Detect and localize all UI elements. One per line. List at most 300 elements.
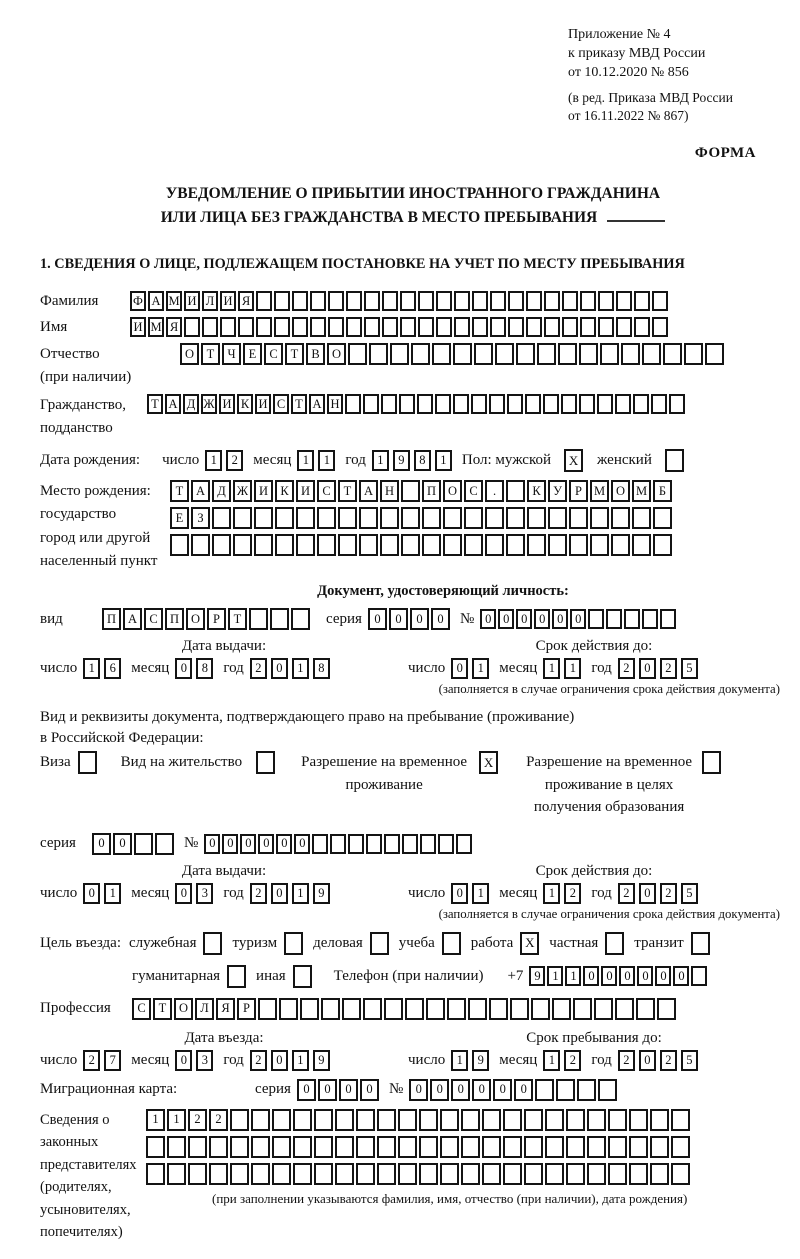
char-cell[interactable]	[310, 291, 326, 311]
char-cell[interactable]	[489, 394, 505, 414]
char-cell[interactable]	[573, 998, 592, 1020]
char-cell[interactable]: Б	[653, 480, 672, 502]
char-cell[interactable]	[650, 1136, 669, 1158]
char-cell[interactable]: И	[296, 480, 315, 502]
char-cell[interactable]	[471, 394, 487, 414]
char-cell[interactable]: К	[527, 480, 546, 502]
char-cell[interactable]	[400, 291, 416, 311]
char-cell[interactable]: 0	[451, 1079, 470, 1101]
char-cell[interactable]	[577, 1079, 596, 1101]
char-cell[interactable]	[422, 534, 441, 556]
char-cell[interactable]: Т	[228, 608, 247, 630]
char-cell[interactable]	[405, 998, 424, 1020]
char-cell[interactable]	[642, 609, 658, 629]
char-cell[interactable]: 0	[431, 608, 450, 630]
purpose-option-checkbox[interactable]	[370, 932, 389, 955]
char-cell[interactable]: Н	[327, 394, 343, 414]
char-cell[interactable]	[292, 317, 308, 337]
char-cell[interactable]	[489, 998, 508, 1020]
char-cell[interactable]	[562, 317, 578, 337]
char-cell[interactable]	[398, 1109, 417, 1131]
char-cell[interactable]	[588, 609, 604, 629]
char-cell[interactable]	[579, 394, 595, 414]
char-cell[interactable]	[275, 534, 294, 556]
char-cell[interactable]: 0	[271, 883, 288, 904]
char-cell[interactable]	[636, 998, 655, 1020]
char-cell[interactable]	[230, 1163, 249, 1185]
char-cell[interactable]	[401, 534, 420, 556]
char-cell[interactable]	[653, 507, 672, 529]
char-cell[interactable]	[508, 317, 524, 337]
char-cell[interactable]	[314, 1136, 333, 1158]
char-cell[interactable]: 1	[451, 1050, 468, 1071]
char-cell[interactable]	[390, 343, 409, 365]
char-cell[interactable]	[524, 1163, 543, 1185]
char-cell[interactable]	[401, 507, 420, 529]
char-cell[interactable]	[314, 1109, 333, 1131]
char-cell[interactable]	[209, 1163, 228, 1185]
char-cell[interactable]	[366, 834, 382, 854]
char-cell[interactable]: Ч	[222, 343, 241, 365]
char-cell[interactable]	[317, 507, 336, 529]
char-cell[interactable]	[482, 1163, 501, 1185]
char-cell[interactable]	[650, 1163, 669, 1185]
char-cell[interactable]: 0	[534, 609, 550, 629]
char-cell[interactable]	[230, 1136, 249, 1158]
char-cell[interactable]	[543, 394, 559, 414]
char-cell[interactable]	[653, 534, 672, 556]
char-cell[interactable]	[249, 608, 268, 630]
char-cell[interactable]	[134, 833, 153, 855]
char-cell[interactable]: Р	[207, 608, 226, 630]
char-cell[interactable]	[616, 291, 632, 311]
char-cell[interactable]: 0	[409, 1079, 428, 1101]
char-cell[interactable]	[552, 998, 571, 1020]
char-cell[interactable]: 0	[360, 1079, 379, 1101]
char-cell[interactable]	[454, 317, 470, 337]
char-cell[interactable]: 1	[83, 658, 100, 679]
char-cell[interactable]: 0	[601, 966, 617, 986]
char-cell[interactable]	[508, 291, 524, 311]
char-cell[interactable]	[422, 507, 441, 529]
char-cell[interactable]	[482, 1136, 501, 1158]
char-cell[interactable]	[233, 507, 252, 529]
char-cell[interactable]	[545, 1163, 564, 1185]
char-cell[interactable]	[146, 1136, 165, 1158]
char-cell[interactable]	[209, 1136, 228, 1158]
char-cell[interactable]	[382, 317, 398, 337]
char-cell[interactable]: 0	[480, 609, 496, 629]
char-cell[interactable]	[384, 834, 400, 854]
char-cell[interactable]	[544, 317, 560, 337]
char-cell[interactable]	[380, 534, 399, 556]
char-cell[interactable]: 0	[637, 966, 653, 986]
char-cell[interactable]	[270, 608, 289, 630]
char-cell[interactable]	[642, 343, 661, 365]
char-cell[interactable]	[296, 507, 315, 529]
char-cell[interactable]: 2	[188, 1109, 207, 1131]
char-cell[interactable]	[545, 1136, 564, 1158]
char-cell[interactable]: У	[548, 480, 567, 502]
char-cell[interactable]	[212, 534, 231, 556]
char-cell[interactable]	[220, 317, 236, 337]
char-cell[interactable]: 0	[240, 834, 256, 854]
char-cell[interactable]	[632, 534, 651, 556]
char-cell[interactable]: С	[132, 998, 151, 1020]
char-cell[interactable]: 1	[104, 883, 121, 904]
char-cell[interactable]: С	[317, 480, 336, 502]
char-cell[interactable]	[170, 534, 189, 556]
char-cell[interactable]	[598, 317, 614, 337]
char-cell[interactable]	[401, 480, 420, 502]
char-cell[interactable]: Т	[285, 343, 304, 365]
char-cell[interactable]: С	[144, 608, 163, 630]
char-cell[interactable]	[569, 534, 588, 556]
char-cell[interactable]: Я	[238, 291, 254, 311]
char-cell[interactable]: Е	[170, 507, 189, 529]
char-cell[interactable]	[419, 1109, 438, 1131]
char-cell[interactable]: 0	[451, 658, 468, 679]
char-cell[interactable]	[524, 1136, 543, 1158]
char-cell[interactable]	[503, 1136, 522, 1158]
char-cell[interactable]	[597, 394, 613, 414]
char-cell[interactable]	[485, 507, 504, 529]
char-cell[interactable]	[660, 609, 676, 629]
char-cell[interactable]	[346, 291, 362, 311]
char-cell[interactable]	[440, 1109, 459, 1131]
char-cell[interactable]	[615, 394, 631, 414]
char-cell[interactable]: 7	[104, 1050, 121, 1071]
char-cell[interactable]	[417, 394, 433, 414]
char-cell[interactable]: 0	[175, 883, 192, 904]
char-cell[interactable]	[526, 317, 542, 337]
char-cell[interactable]	[526, 291, 542, 311]
char-cell[interactable]	[562, 291, 578, 311]
visa-checkbox[interactable]	[78, 751, 97, 774]
char-cell[interactable]	[474, 343, 493, 365]
char-cell[interactable]: 2	[618, 1050, 635, 1071]
char-cell[interactable]: Л	[195, 998, 214, 1020]
char-cell[interactable]	[272, 1136, 291, 1158]
char-cell[interactable]	[293, 1109, 312, 1131]
char-cell[interactable]: И	[220, 291, 236, 311]
char-cell[interactable]	[356, 1109, 375, 1131]
char-cell[interactable]	[356, 1163, 375, 1185]
char-cell[interactable]	[398, 1136, 417, 1158]
char-cell[interactable]	[516, 343, 535, 365]
char-cell[interactable]: 0	[83, 883, 100, 904]
char-cell[interactable]: 1	[292, 1050, 309, 1071]
char-cell[interactable]: К	[237, 394, 253, 414]
char-cell[interactable]	[453, 394, 469, 414]
char-cell[interactable]	[300, 998, 319, 1020]
char-cell[interactable]	[632, 507, 651, 529]
char-cell[interactable]	[453, 343, 472, 365]
char-cell[interactable]: Ф	[130, 291, 146, 311]
char-cell[interactable]: 0	[514, 1079, 533, 1101]
char-cell[interactable]	[167, 1163, 186, 1185]
char-cell[interactable]	[456, 834, 472, 854]
char-cell[interactable]: П	[102, 608, 121, 630]
char-cell[interactable]	[230, 1109, 249, 1131]
char-cell[interactable]: Ж	[201, 394, 217, 414]
char-cell[interactable]	[566, 1109, 585, 1131]
char-cell[interactable]	[650, 1109, 669, 1131]
char-cell[interactable]	[468, 998, 487, 1020]
char-cell[interactable]	[435, 394, 451, 414]
char-cell[interactable]: 0	[472, 1079, 491, 1101]
char-cell[interactable]: .	[485, 480, 504, 502]
char-cell[interactable]: П	[422, 480, 441, 502]
char-cell[interactable]	[464, 507, 483, 529]
char-cell[interactable]	[600, 343, 619, 365]
char-cell[interactable]: 9	[472, 1050, 489, 1071]
char-cell[interactable]	[418, 291, 434, 311]
char-cell[interactable]	[663, 343, 682, 365]
char-cell[interactable]	[506, 507, 525, 529]
char-cell[interactable]: М	[148, 317, 164, 337]
char-cell[interactable]: А	[309, 394, 325, 414]
residence-permit-checkbox[interactable]	[256, 751, 275, 774]
char-cell[interactable]	[531, 998, 550, 1020]
char-cell[interactable]	[188, 1136, 207, 1158]
char-cell[interactable]	[274, 317, 290, 337]
char-cell[interactable]	[633, 394, 649, 414]
char-cell[interactable]: 2	[209, 1109, 228, 1131]
char-cell[interactable]: 1	[543, 658, 560, 679]
char-cell[interactable]	[671, 1136, 690, 1158]
char-cell[interactable]: 0	[655, 966, 671, 986]
char-cell[interactable]	[587, 1163, 606, 1185]
char-cell[interactable]	[490, 291, 506, 311]
char-cell[interactable]: 8	[313, 658, 330, 679]
char-cell[interactable]: 0	[339, 1079, 358, 1101]
char-cell[interactable]	[535, 1079, 554, 1101]
char-cell[interactable]	[184, 317, 200, 337]
char-cell[interactable]	[418, 317, 434, 337]
char-cell[interactable]	[629, 1136, 648, 1158]
char-cell[interactable]	[411, 343, 430, 365]
char-cell[interactable]	[503, 1163, 522, 1185]
char-cell[interactable]	[608, 1109, 627, 1131]
char-cell[interactable]	[606, 609, 622, 629]
char-cell[interactable]: 0	[516, 609, 532, 629]
char-cell[interactable]	[472, 317, 488, 337]
char-cell[interactable]: 0	[619, 966, 635, 986]
char-cell[interactable]	[254, 507, 273, 529]
char-cell[interactable]: 0	[294, 834, 310, 854]
char-cell[interactable]	[256, 291, 272, 311]
char-cell[interactable]	[527, 507, 546, 529]
char-cell[interactable]	[611, 507, 630, 529]
char-cell[interactable]	[317, 534, 336, 556]
char-cell[interactable]	[359, 534, 378, 556]
char-cell[interactable]	[569, 507, 588, 529]
char-cell[interactable]: А	[123, 608, 142, 630]
char-cell[interactable]	[510, 998, 529, 1020]
char-cell[interactable]	[548, 534, 567, 556]
char-cell[interactable]	[256, 317, 272, 337]
char-cell[interactable]: Т	[291, 394, 307, 414]
char-cell[interactable]	[364, 291, 380, 311]
char-cell[interactable]	[188, 1163, 207, 1185]
purpose-option-checkbox[interactable]	[605, 932, 624, 955]
char-cell[interactable]	[669, 394, 685, 414]
char-cell[interactable]	[279, 998, 298, 1020]
char-cell[interactable]	[587, 1136, 606, 1158]
char-cell[interactable]: 1	[543, 1050, 560, 1071]
char-cell[interactable]	[381, 394, 397, 414]
char-cell[interactable]	[369, 343, 388, 365]
char-cell[interactable]	[611, 534, 630, 556]
char-cell[interactable]: А	[359, 480, 378, 502]
char-cell[interactable]: 0	[175, 1050, 192, 1071]
char-cell[interactable]: Я	[166, 317, 182, 337]
char-cell[interactable]	[155, 833, 174, 855]
char-cell[interactable]	[615, 998, 634, 1020]
char-cell[interactable]	[472, 291, 488, 311]
char-cell[interactable]	[293, 1136, 312, 1158]
char-cell[interactable]: И	[219, 394, 235, 414]
char-cell[interactable]	[310, 317, 326, 337]
char-cell[interactable]: А	[191, 480, 210, 502]
char-cell[interactable]	[629, 1163, 648, 1185]
char-cell[interactable]: 1	[547, 966, 563, 986]
char-cell[interactable]	[321, 998, 340, 1020]
char-cell[interactable]	[634, 291, 650, 311]
char-cell[interactable]	[364, 317, 380, 337]
char-cell[interactable]: 1	[292, 658, 309, 679]
char-cell[interactable]: 1	[292, 883, 309, 904]
char-cell[interactable]	[254, 534, 273, 556]
char-cell[interactable]	[338, 507, 357, 529]
char-cell[interactable]: К	[275, 480, 294, 502]
char-cell[interactable]	[621, 343, 640, 365]
sex-female-checkbox[interactable]	[665, 449, 684, 472]
char-cell[interactable]	[524, 1109, 543, 1131]
char-cell[interactable]: 0	[430, 1079, 449, 1101]
purpose-option-checkbox[interactable]	[203, 932, 222, 955]
char-cell[interactable]: С	[464, 480, 483, 502]
char-cell[interactable]: 8	[196, 658, 213, 679]
char-cell[interactable]	[346, 317, 362, 337]
char-cell[interactable]	[447, 998, 466, 1020]
char-cell[interactable]: Т	[338, 480, 357, 502]
char-cell[interactable]: 2	[250, 883, 267, 904]
purpose-option-checkbox[interactable]	[293, 965, 312, 988]
char-cell[interactable]: И	[255, 394, 271, 414]
char-cell[interactable]	[377, 1163, 396, 1185]
char-cell[interactable]	[291, 608, 310, 630]
char-cell[interactable]	[657, 998, 676, 1020]
char-cell[interactable]: Т	[201, 343, 220, 365]
char-cell[interactable]: 0	[639, 883, 656, 904]
char-cell[interactable]	[251, 1109, 270, 1131]
char-cell[interactable]: 2	[83, 1050, 100, 1071]
char-cell[interactable]	[443, 534, 462, 556]
char-cell[interactable]	[293, 1163, 312, 1185]
char-cell[interactable]: 0	[389, 608, 408, 630]
char-cell[interactable]	[671, 1163, 690, 1185]
char-cell[interactable]: 1	[543, 883, 560, 904]
char-cell[interactable]: 1	[565, 966, 581, 986]
char-cell[interactable]	[545, 1109, 564, 1131]
char-cell[interactable]: 0	[639, 658, 656, 679]
char-cell[interactable]	[598, 1079, 617, 1101]
char-cell[interactable]	[580, 291, 596, 311]
char-cell[interactable]	[312, 834, 328, 854]
char-cell[interactable]	[634, 317, 650, 337]
char-cell[interactable]	[335, 1136, 354, 1158]
char-cell[interactable]	[652, 291, 668, 311]
char-cell[interactable]	[167, 1136, 186, 1158]
char-cell[interactable]: З	[191, 507, 210, 529]
char-cell[interactable]: 5	[681, 1050, 698, 1071]
char-cell[interactable]: 1	[564, 658, 581, 679]
char-cell[interactable]: 8	[414, 450, 431, 471]
char-cell[interactable]: И	[184, 291, 200, 311]
char-cell[interactable]	[608, 1136, 627, 1158]
char-cell[interactable]: 1	[205, 450, 222, 471]
char-cell[interactable]	[544, 291, 560, 311]
char-cell[interactable]	[272, 1163, 291, 1185]
char-cell[interactable]	[399, 394, 415, 414]
char-cell[interactable]	[537, 343, 556, 365]
char-cell[interactable]: О	[174, 998, 193, 1020]
char-cell[interactable]: Д	[183, 394, 199, 414]
char-cell[interactable]	[384, 998, 403, 1020]
char-cell[interactable]	[436, 317, 452, 337]
char-cell[interactable]: А	[165, 394, 181, 414]
char-cell[interactable]	[616, 317, 632, 337]
char-cell[interactable]: 0	[204, 834, 220, 854]
char-cell[interactable]	[691, 966, 707, 986]
char-cell[interactable]: 9	[393, 450, 410, 471]
char-cell[interactable]: 0	[271, 1050, 288, 1071]
char-cell[interactable]	[328, 291, 344, 311]
char-cell[interactable]: 3	[196, 1050, 213, 1071]
temp-permit-checkbox[interactable]: X	[479, 751, 498, 774]
char-cell[interactable]	[490, 317, 506, 337]
char-cell[interactable]: 2	[618, 883, 635, 904]
char-cell[interactable]	[314, 1163, 333, 1185]
char-cell[interactable]: О	[611, 480, 630, 502]
char-cell[interactable]	[566, 1163, 585, 1185]
char-cell[interactable]: Т	[170, 480, 189, 502]
char-cell[interactable]: 3	[196, 883, 213, 904]
char-cell[interactable]: С	[264, 343, 283, 365]
char-cell[interactable]	[652, 317, 668, 337]
char-cell[interactable]: Т	[153, 998, 172, 1020]
char-cell[interactable]: О	[443, 480, 462, 502]
char-cell[interactable]	[335, 1109, 354, 1131]
char-cell[interactable]	[382, 291, 398, 311]
char-cell[interactable]	[191, 534, 210, 556]
char-cell[interactable]	[419, 1136, 438, 1158]
char-cell[interactable]	[579, 343, 598, 365]
char-cell[interactable]	[566, 1136, 585, 1158]
char-cell[interactable]	[503, 1109, 522, 1131]
char-cell[interactable]: М	[590, 480, 609, 502]
char-cell[interactable]	[296, 534, 315, 556]
char-cell[interactable]	[251, 1163, 270, 1185]
char-cell[interactable]: О	[180, 343, 199, 365]
char-cell[interactable]	[420, 834, 436, 854]
char-cell[interactable]	[400, 317, 416, 337]
char-cell[interactable]: 1	[318, 450, 335, 471]
char-cell[interactable]: 0	[498, 609, 514, 629]
char-cell[interactable]	[440, 1136, 459, 1158]
